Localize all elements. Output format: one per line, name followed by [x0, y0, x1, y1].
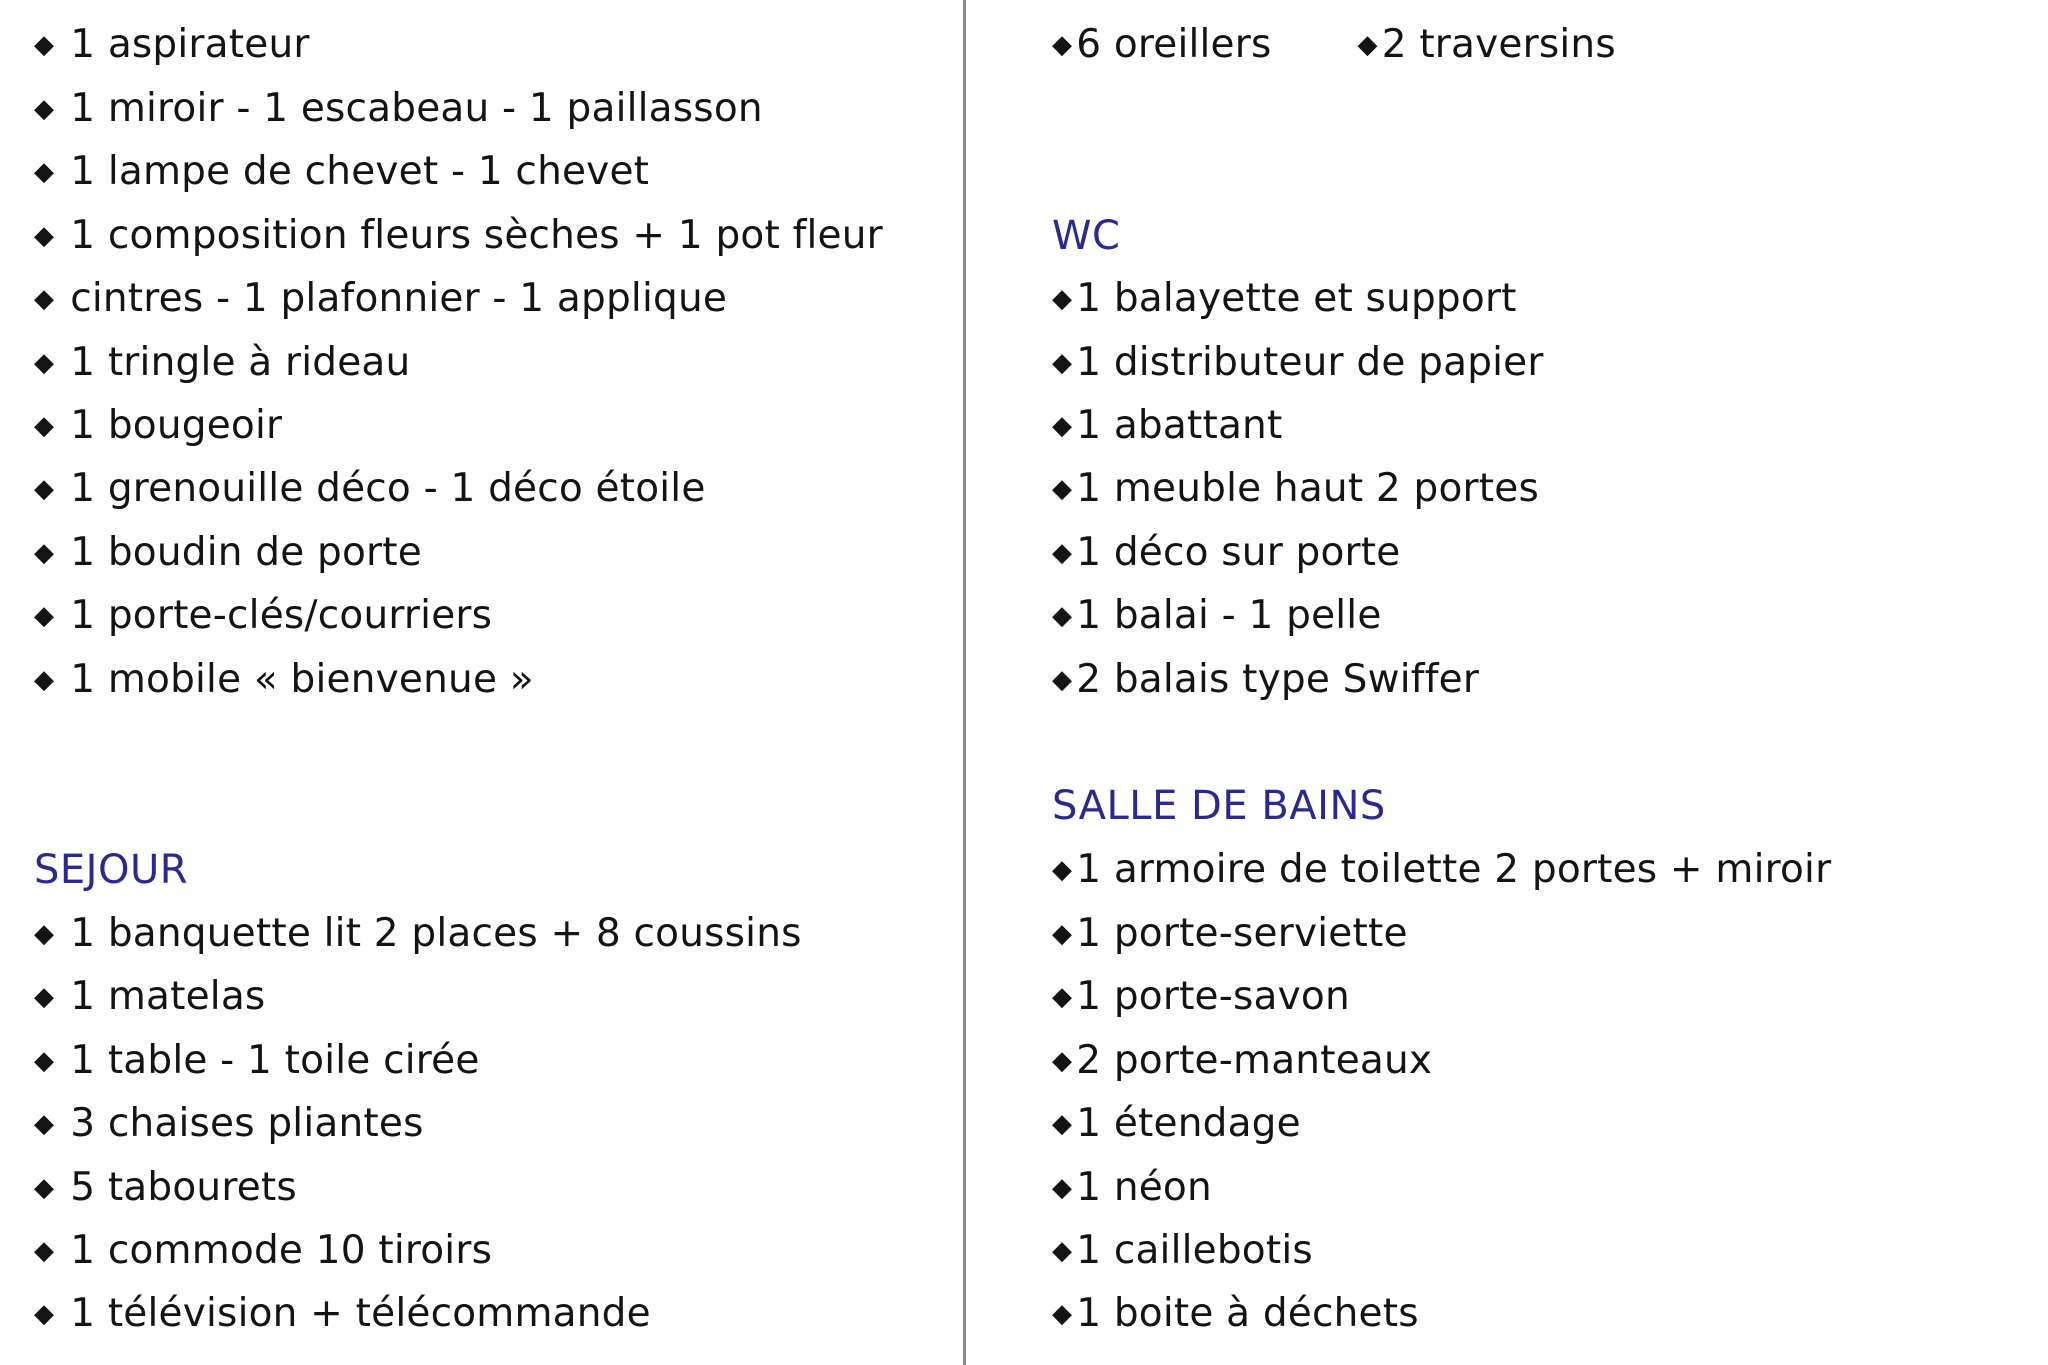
item-text: cintres - 1 plafonnier - 1 applique [70, 276, 728, 321]
bullet-icon: ◆ [1052, 982, 1073, 1012]
list-item [34, 521, 422, 585]
bullet-icon: ◆ [1052, 919, 1073, 949]
right-column [1052, 0, 2012, 1365]
list-item [34, 1282, 651, 1346]
bullet-icon: ◆ [34, 1109, 55, 1139]
bullet-icon: ◆ [34, 919, 55, 949]
list-item [1052, 457, 1539, 521]
item-text: 1 distributeur de papier [1076, 340, 1544, 385]
list-item [34, 584, 492, 648]
left-column [34, 0, 934, 1365]
bullet-icon: ◆ [34, 601, 55, 631]
item-text: 1 meuble haut 2 portes [1076, 466, 1539, 511]
list-item [1052, 584, 1382, 648]
item-text: 1 table - 1 toile cirée [70, 1038, 480, 1083]
bullet-icon: ◆ [34, 665, 55, 695]
bullet-icon: ◆ [34, 284, 55, 314]
item-text: 1 balai - 1 pelle [1076, 593, 1382, 638]
item-text: 1 grenouille déco - 1 déco étoile [70, 466, 706, 511]
list-item [1052, 838, 1831, 902]
bullet-icon: ◆ [1052, 474, 1073, 504]
list-item [34, 77, 763, 141]
wc-heading: WC [1052, 213, 1121, 259]
bullet-icon: ◆ [34, 221, 55, 251]
bullet-icon: ◆ [1052, 284, 1073, 314]
bullet-icon: ◆ [1052, 855, 1073, 885]
item-text: 1 porte-clés/courriers [70, 593, 493, 638]
item-text: 1 miroir - 1 escabeau - 1 paillasson [70, 86, 763, 131]
column-divider [963, 0, 966, 1365]
list-item [34, 267, 727, 331]
item-text: 1 tringle à rideau [70, 340, 411, 385]
item-text: 5 tabourets [70, 1165, 297, 1210]
list-item [34, 1029, 480, 1093]
list-item [34, 204, 883, 268]
list-item [1052, 1092, 1301, 1156]
item-text: 1 composition fleurs sèches + 1 pot fleur [70, 213, 883, 258]
item-text: 1 armoire de toilette 2 portes + miroir [1076, 847, 1832, 892]
list-item [1052, 13, 1616, 77]
salle-de-bains-heading: SALLE DE BAINS [1052, 783, 1386, 829]
bullet-icon: ◆ [34, 94, 55, 124]
item-text: 2 traversins [1381, 22, 1616, 67]
bullet-icon: ◆ [1052, 601, 1073, 631]
bullet-icon: ◆ [1052, 1109, 1073, 1139]
list-item [1052, 331, 1544, 395]
list-item [1052, 394, 1282, 458]
item-text: 1 aspirateur [70, 22, 310, 67]
bullet-icon: ◆ [34, 1173, 55, 1203]
bullet-icon: ◆ [34, 1236, 55, 1266]
list-item [34, 394, 282, 458]
bullet-icon: ◆ [1052, 348, 1073, 378]
list-item [34, 140, 649, 204]
bullet-icon: ◆ [34, 157, 55, 187]
item-text: 6 oreillers [1076, 22, 1272, 67]
item-text: 1 déco sur porte [1076, 530, 1401, 575]
bullet-icon: ◆ [34, 411, 55, 441]
item-text: 1 commode 10 tiroirs [70, 1228, 493, 1273]
bullet-icon: ◆ [1052, 1299, 1073, 1329]
list-item [34, 965, 265, 1029]
item-text: 1 caillebotis [1076, 1228, 1313, 1273]
item-text: 1 matelas [70, 974, 266, 1019]
sejour-heading: SEJOUR [34, 847, 189, 893]
bullet-icon: ◆ [34, 474, 55, 504]
item-text: 1 boite à déchets [1076, 1291, 1419, 1336]
item-text: 1 étendage [1076, 1101, 1301, 1146]
list-item [1052, 902, 1408, 966]
item-text: 1 porte-serviette [1076, 911, 1408, 956]
list-item [1052, 1156, 1212, 1220]
list-item [1052, 1282, 1419, 1346]
item-text: 1 banquette lit 2 places + 8 coussins [70, 911, 802, 956]
item-text: 1 mobile « bienvenue » [70, 657, 534, 702]
list-item [34, 902, 802, 966]
list-item [34, 1156, 297, 1220]
list-item [34, 457, 706, 521]
item-text: 1 lampe de chevet - 1 chevet [70, 149, 650, 194]
item-text: 2 balais type Swiffer [1076, 657, 1480, 702]
list-item [1052, 648, 1479, 712]
bullet-icon: ◆ [1052, 1236, 1073, 1266]
item-text: 2 porte-manteaux [1076, 1038, 1433, 1083]
bullet-icon: ◆ [1052, 1173, 1073, 1203]
list-item [1052, 1029, 1432, 1093]
list-item [1052, 965, 1350, 1029]
bullet-icon: ◆ [1052, 665, 1073, 695]
list-item [1052, 1219, 1313, 1283]
list-item [34, 1219, 492, 1283]
bullet-icon: ◆ [1052, 1046, 1073, 1076]
bullet-icon: ◆ [34, 348, 55, 378]
item-text: 1 boudin de porte [70, 530, 422, 575]
bullet-icon: ◆ [34, 1299, 55, 1329]
item-text: 1 néon [1076, 1165, 1212, 1210]
bullet-icon: ◆ [1357, 30, 1378, 60]
bullet-icon: ◆ [34, 30, 55, 60]
item-text: 1 balayette et support [1076, 276, 1517, 321]
list-item [34, 1092, 424, 1156]
item-text: 1 abattant [1076, 403, 1283, 448]
list-item [1052, 521, 1400, 585]
bullet-icon: ◆ [34, 538, 55, 568]
bullet-icon: ◆ [1052, 538, 1073, 568]
item-text: 1 télévision + télécommande [70, 1291, 651, 1336]
list-item [34, 648, 534, 712]
item-text: 1 bougeoir [70, 403, 283, 448]
item-text: 3 chaises pliantes [70, 1101, 424, 1146]
bullet-icon: ◆ [34, 1046, 55, 1076]
bullet-icon: ◆ [34, 982, 55, 1012]
item-text: 1 porte-savon [1076, 974, 1350, 1019]
bullet-icon: ◆ [1052, 411, 1073, 441]
list-item [1052, 267, 1517, 331]
list-item [34, 13, 310, 77]
list-item [34, 331, 410, 395]
bullet-icon: ◆ [1052, 30, 1073, 60]
